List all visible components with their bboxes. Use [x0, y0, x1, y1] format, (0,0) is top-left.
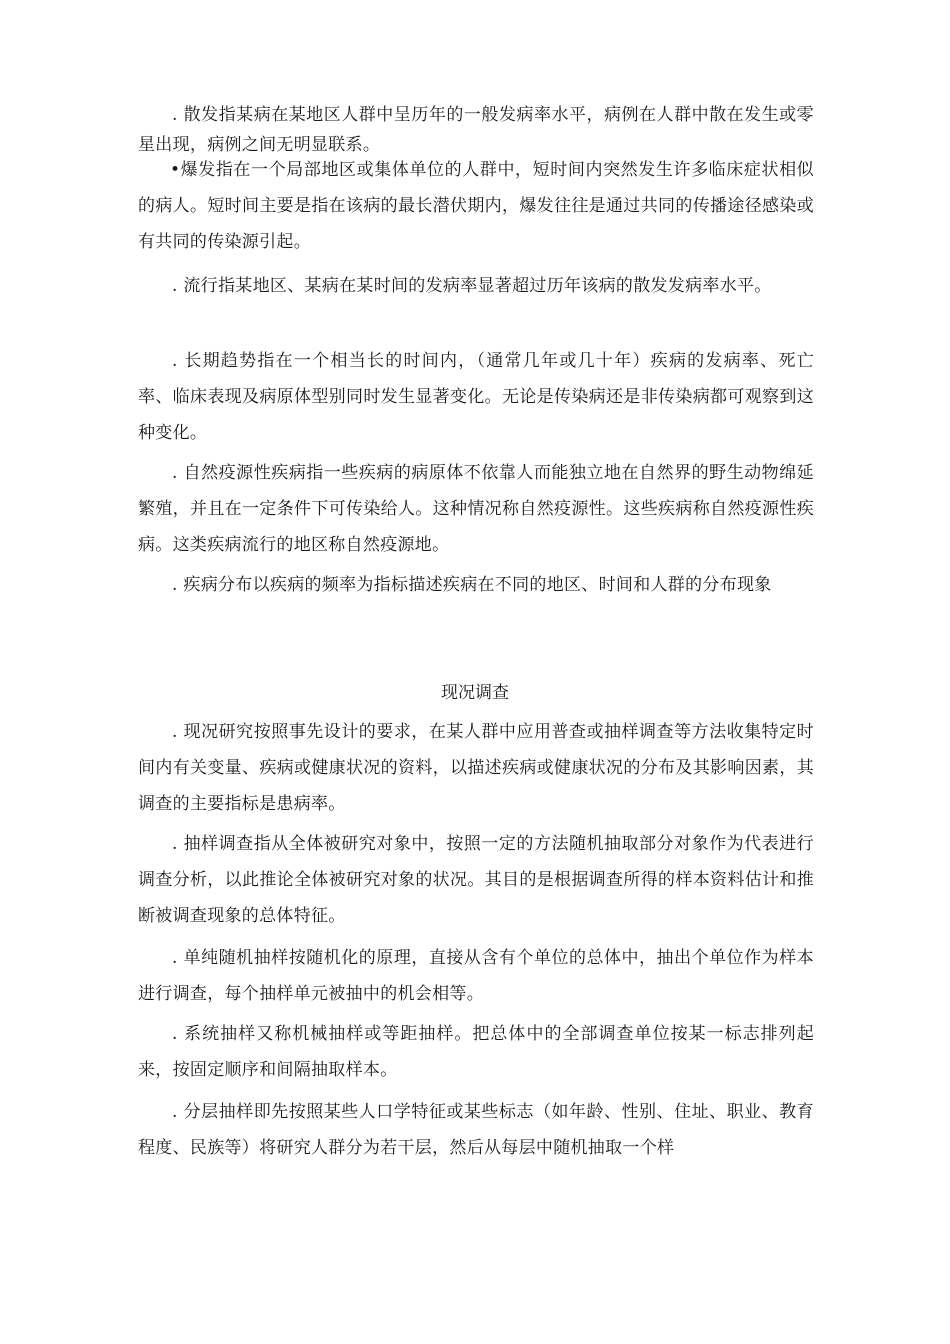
paragraph-disease-distribution: . 疾病分布以疾病的频率为指标描述疾病在不同的地区、时间和人群的分布现象	[172, 575, 772, 595]
paragraph-simple-random-sampling: . 单纯随机抽样按随机化的原理，直接从含有个单位的总体中，抽出个单位作为样本进行调查，每个抽样单元被抽中的机会相等。	[138, 948, 814, 1004]
paragraph-natural-focus: . 自然疫源性疾病指一些疾病的病原体不依靠人而能独立地在自然界的野生动物绵延繁殖，并且在一定条件下可传染给人。这种情况称自然疫源性。这些疾病称自然疫源性疾病。这类疾病流行的地区称自然疫源地。	[138, 463, 814, 555]
paragraph-sampling-survey: . 抽样调查指从全体被研究对象中，按照一定的方法随机抽取部分对象作为代表进行调查分析，以此推论全体被研究对象的状况。其目的是根据调查所得的样本资料估计和推断被调查现象的总体特征。	[138, 834, 814, 926]
paragraph-secular-trend: . 长期趋势指在一个相当长的时间内，（通常几年或几十年）疾病的发病率、死亡率、临床表现及病原体型别同时发生显著变化。无论是传染病还是非传染病都可观察到这种变化。	[138, 351, 814, 443]
paragraph-systematic-sampling: . 系统抽样又称机械抽样或等距抽样。把总体中的全部调查单位按某一标志排列起来，按固定顺序和间隔抽取样本。	[138, 1024, 814, 1080]
section-heading: 现况调查	[441, 683, 509, 703]
paragraph-epidemic: . 流行指某地区、某病在某时间的发病率显著超过历年该病的散发发病率水平。	[172, 276, 772, 296]
paragraph-outbreak: •爆发指在一个局部地区或集体单位的人群中，短时间内突然发生许多临床症状相似的病人。短时间主要是指在该病的最长潜伏期内，爆发往往是通过共同的传播途径感染或有共同的传染源引起。	[138, 160, 814, 252]
paragraph-cross-sectional-study: . 现况研究按照事先设计的要求，在某人群中应用普查或抽样调查等方法收集特定时间内有关变量、疾病或健康状况的资料，以描述疾病或健康状况的分布及其影响因素，其调查的主要指标是患病率。	[138, 722, 814, 814]
paragraph-sporadic: . 散发指某病在某地区人群中呈历年的一般发病率水平，病例在人群中散在发生或零星出现，病例之间无明显联系。	[138, 105, 814, 155]
paragraph-stratified-sampling: . 分层抽样即先按照某些人口学特征或某些标志（如年龄、性别、住址、职业、教育程度、民族等）将研究人群分为若干层，然后从每层中随机抽取一个样	[138, 1102, 814, 1158]
